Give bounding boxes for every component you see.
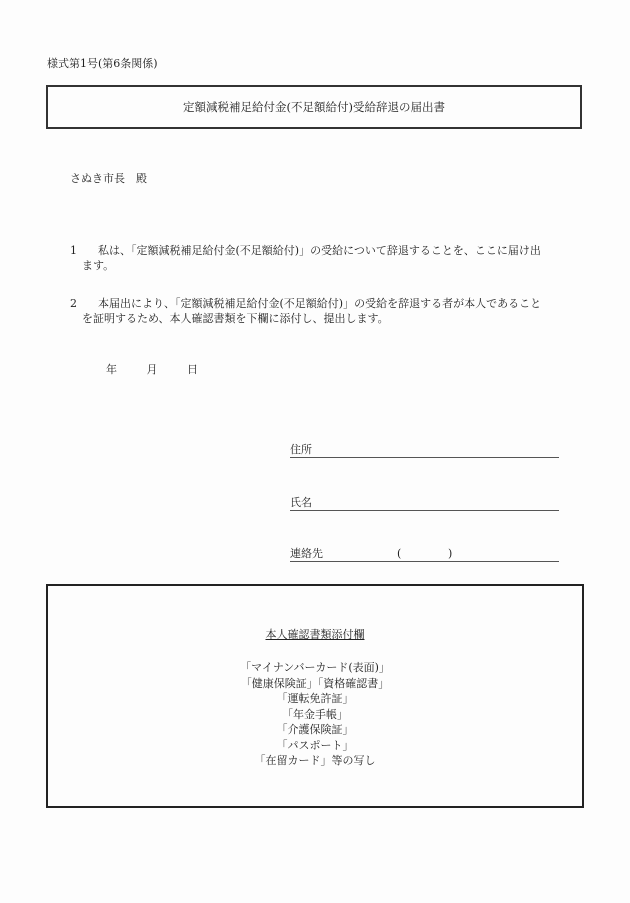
list-item: 「運転免許証」 [276, 692, 354, 705]
paren-close: ) [448, 547, 453, 560]
title-box [46, 85, 582, 129]
paragraph-line: 本届出により、「定額減税補足給付金(不足額給付)」の受給を辞退する者が本人であること [98, 297, 542, 310]
paragraph-number: 2 [70, 297, 77, 310]
list-item: 「マイナンバーカード(表面)」 [240, 661, 390, 674]
paragraph-line: ます。 [82, 259, 115, 272]
date-month: 月 [146, 363, 158, 376]
id-document-attachment-box [46, 584, 584, 808]
list-item: 「介護保険証」 [276, 723, 354, 736]
list-item: 「パスポート」 [276, 738, 354, 752]
document-title: 定額減税補足給付金(不足額給付)受給辞退の届出書 [183, 100, 445, 114]
paren-open: ( [397, 547, 402, 560]
contact-field[interactable] [290, 547, 559, 562]
paragraph-number: 1 [70, 244, 77, 257]
id-document-list [48, 660, 582, 769]
list-item: 「健康保険証」「資格確認書」 [240, 676, 390, 690]
id-section-title-text: 本人確認書類添付欄 [265, 628, 365, 641]
paragraph-2 [70, 296, 590, 326]
date-day: 日 [187, 363, 198, 376]
id-section-title [48, 626, 582, 642]
list-item: 「年金手帳」 [282, 707, 348, 721]
date-line [106, 363, 224, 377]
address-field[interactable] [290, 443, 559, 458]
name-field[interactable] [290, 496, 559, 511]
address-label: 住所 [290, 443, 312, 456]
addressee: さぬき市長 殿 [70, 172, 147, 185]
paragraph-1 [70, 243, 590, 273]
paragraph-line: を証明するため、本人確認書類を下欄に添付し、提出します。 [82, 312, 389, 325]
form-number: 様式第1号(第6条関係) [47, 57, 158, 70]
name-label: 氏名 [290, 496, 312, 509]
list-item: 「在留カード」等の写し [254, 754, 376, 767]
paragraph-line: 私は、「定額減税補足給付金(不足額給付)」の受給について辞退することを、ここに届け出 [98, 244, 541, 257]
contact-label: 連絡先 [290, 547, 323, 560]
date-year: 年 [106, 363, 117, 376]
